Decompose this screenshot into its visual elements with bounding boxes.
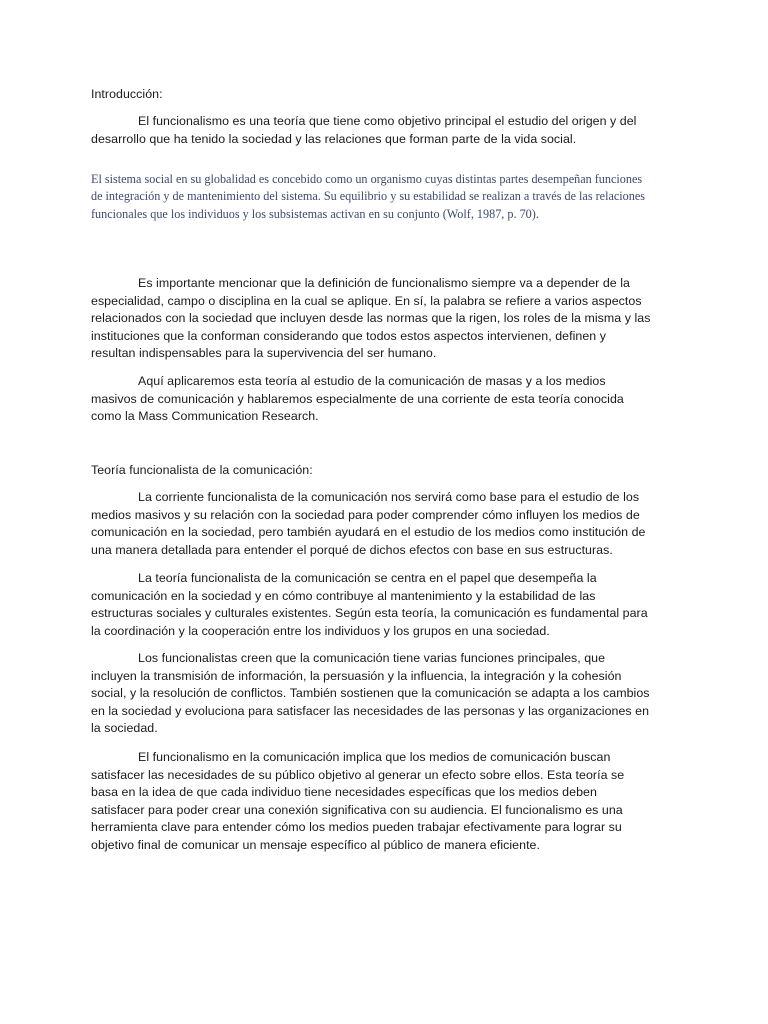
theory-paragraph: Los funcionalistas creen que la comunicación tiene varias funciones principales, que incluyen la transmisión de información, la persuasión y la influencia, la integración y la cohesión social, y la resolución de conflictos. También sostienen que la comunicación se adapta a los cambios en la sociedad y evoluciona para satisfacer las necesidades de las personas y las organizaciones en la sociedad. [91, 651, 650, 736]
intro-paragraph: El funcionalismo es una teoría que tiene como objetivo principal el estudio del origen y del desarrollo que ha tenido la sociedad y las relaciones que forman parte de la vida social. [91, 114, 637, 146]
theory-paragraph: La teoría funcionalista de la comunicación se centra en el papel que desempeña la comunicación en la sociedad y en cómo contribuye al mantenimiento y la estabilidad de las estructuras sociales y culturales existentes. Según esta teoría, la comunicación es fundamental para la coordinación y la cooperación entre los individuos y los grupos en una sociedad. [91, 571, 648, 638]
intro-heading: Introducción: [91, 87, 163, 101]
theory-paragraph: La corriente funcionalista de la comunicación nos servirá como base para el estudio de los medios masivos y su relación con la sociedad para poder comprender cómo influyen los medios de comunicación en la sociedad, pero también ayudará en el estudio de los medios como institución de una manera detallada para entender el porqué de dichos efectos con base en sus estructuras. [91, 490, 646, 557]
paragraph-definition: Es importante mencionar que la definición de funcionalismo siempre va a depender de la especialidad, campo o disciplina en la cual se aplique. En sí, la palabra se refiere a varios aspectos relacionados con la sociedad que incluyen desde las normas que la rigen, los roles de la misma y las instituciones que la conforman considerando que todos estos aspectos intervienen, definen y resultan indispensables para la supervivencia del ser humano. [91, 276, 651, 361]
paragraph-application: Aquí aplicaremos esta teoría al estudio de la comunicación de masas y a los medios masivos de comunicación y hablaremos especialmente de una corriente de esta teoría conocida como la Mass Communication Research. [91, 374, 624, 424]
block-quote: El sistema social en su globalidad es concebido como un organismo cuyas distintas partes desempeñan funciones de integración y de mantenimiento del sistema. Su equilibrio y su estabilidad se realizan a través de las relaciones funcionales que los individuos y los subsistemas activan en su conjunto (Wolf, 1987, p. 70). [91, 172, 646, 221]
theory-heading: Teoría funcionalista de la comunicación: [91, 463, 313, 477]
theory-paragraph: El funcionalismo en la comunicación implica que los medios de comunicación buscan satisfacer las necesidades de su público objetivo al generar un efecto sobre ellos. Esta teoría se basa en la idea de que cada individuo tiene necesidades específicas que los medios deben satisfacer para poder crear una conexión significativa con su audiencia. El funcionalismo es una herramienta clave para entender cómo los medios pueden trabajar efectivamente para lograr su objetivo final de comunicar un mensaje específico al público de manera eficiente. [91, 750, 625, 852]
